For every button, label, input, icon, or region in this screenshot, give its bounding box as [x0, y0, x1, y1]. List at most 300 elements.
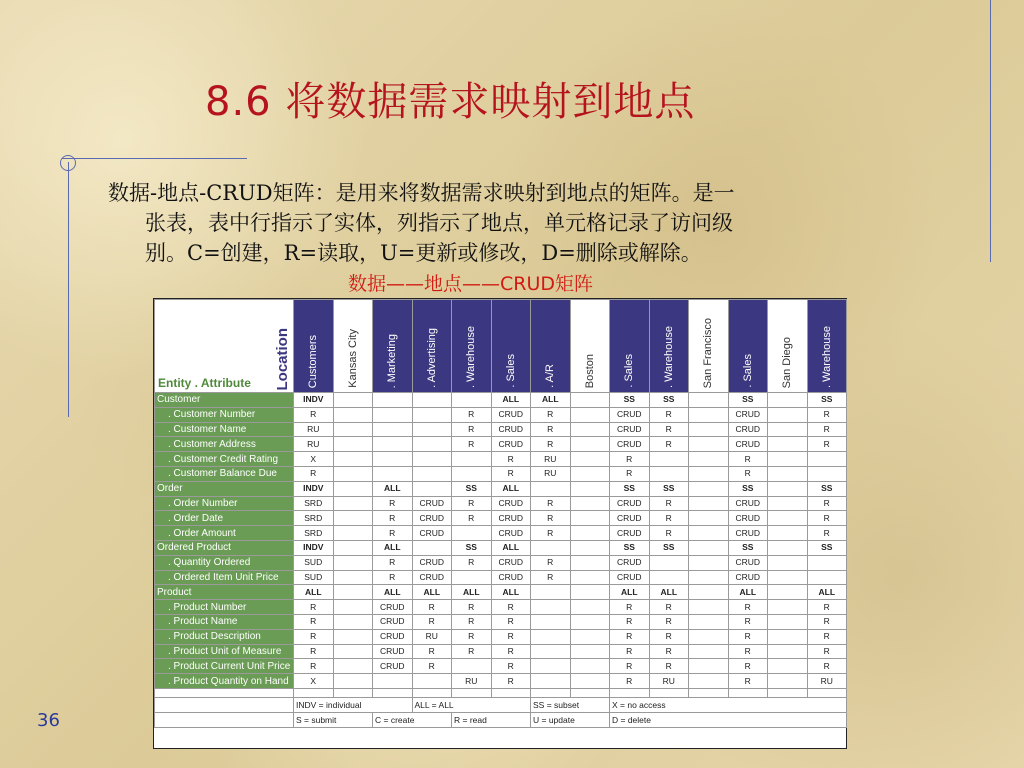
- matrix-cell: R: [728, 600, 768, 615]
- matrix-cell: [570, 466, 610, 481]
- blank-cell: [373, 688, 413, 697]
- matrix-cell: CRUD: [412, 570, 452, 585]
- blank-cell: [728, 688, 768, 697]
- matrix-cell: R: [649, 526, 689, 541]
- row-label: . Ordered Item Unit Price: [155, 570, 294, 585]
- matrix-cell: R: [610, 659, 650, 674]
- matrix-cell: R: [491, 466, 531, 481]
- column-header: [373, 300, 413, 393]
- matrix-cell: R: [807, 407, 847, 422]
- matrix-cell: X: [294, 452, 334, 467]
- matrix-cell: ALL: [610, 585, 650, 600]
- matrix-cell: [768, 526, 808, 541]
- matrix-cell: SS: [728, 393, 768, 408]
- matrix-cell: R: [610, 614, 650, 629]
- row-label: . Product Number: [155, 600, 294, 615]
- matrix-cell: R: [531, 526, 571, 541]
- matrix-cell: R: [491, 600, 531, 615]
- matrix-cell: [570, 585, 610, 600]
- matrix-cell: [649, 570, 689, 585]
- matrix-cell: CRUD: [728, 437, 768, 452]
- matrix-cell: [531, 585, 571, 600]
- matrix-cell: SRD: [294, 526, 334, 541]
- legend-entry: INDV = individual: [294, 697, 413, 712]
- matrix-cell: [689, 511, 729, 526]
- matrix-cell: ALL: [491, 540, 531, 555]
- matrix-cell: R: [294, 644, 334, 659]
- matrix-cell: INDV: [294, 393, 334, 408]
- matrix-cell: [807, 452, 847, 467]
- column-header: [807, 300, 847, 393]
- blank-cell: [570, 688, 610, 697]
- matrix-cell: SRD: [294, 511, 334, 526]
- matrix-cell: R: [412, 644, 452, 659]
- blank-cell: [491, 688, 531, 697]
- table-row: [155, 466, 847, 481]
- matrix-cell: R: [649, 422, 689, 437]
- matrix-cell: [570, 481, 610, 496]
- matrix-cell: [768, 511, 808, 526]
- matrix-cell: CRUD: [610, 422, 650, 437]
- matrix-cell: R: [531, 555, 571, 570]
- matrix-cell: R: [452, 614, 492, 629]
- matrix-cell: SUD: [294, 570, 334, 585]
- table-row: [155, 422, 847, 437]
- matrix-cell: R: [294, 629, 334, 644]
- matrix-cell: [531, 614, 571, 629]
- matrix-cell: R: [491, 452, 531, 467]
- column-header-label: Kansas City: [346, 329, 359, 388]
- matrix-cell: R: [412, 659, 452, 674]
- matrix-cell: [689, 614, 729, 629]
- matrix-cell: R: [807, 600, 847, 615]
- matrix-cell: R: [807, 614, 847, 629]
- matrix-cell: R: [728, 644, 768, 659]
- matrix-cell: [689, 540, 729, 555]
- table-row: [155, 496, 847, 511]
- column-header-label: . A/R: [544, 364, 557, 388]
- matrix-cell: [373, 422, 413, 437]
- matrix-cell: [333, 585, 373, 600]
- matrix-cell: [689, 674, 729, 689]
- matrix-cell: R: [649, 659, 689, 674]
- matrix-cell: R: [491, 614, 531, 629]
- matrix-cell: ALL: [373, 585, 413, 600]
- matrix-cell: [768, 466, 808, 481]
- matrix-cell: R: [728, 659, 768, 674]
- matrix-cell: R: [531, 511, 571, 526]
- matrix-cell: SS: [610, 540, 650, 555]
- matrix-cell: [768, 585, 808, 600]
- matrix-cell: [531, 644, 571, 659]
- matrix-cell: [333, 422, 373, 437]
- matrix-cell: [768, 674, 808, 689]
- matrix-cell: [452, 393, 492, 408]
- matrix-cell: CRUD: [728, 407, 768, 422]
- matrix-cell: ALL: [412, 585, 452, 600]
- matrix-cell: R: [610, 452, 650, 467]
- row-label: . Customer Balance Due: [155, 466, 294, 481]
- matrix-cell: [768, 422, 808, 437]
- table-row: [155, 570, 847, 585]
- matrix-cell: SS: [452, 481, 492, 496]
- matrix-cell: R: [452, 437, 492, 452]
- spacer-row: [155, 688, 847, 697]
- legend-entry: S = submit: [294, 712, 373, 727]
- matrix-cell: [649, 555, 689, 570]
- matrix-cell: CRUD: [491, 511, 531, 526]
- matrix-cell: SS: [649, 481, 689, 496]
- matrix-cell: [768, 437, 808, 452]
- matrix-cell: R: [649, 614, 689, 629]
- table-row: [155, 674, 847, 689]
- blank-cell: [768, 688, 808, 697]
- matrix-cell: [570, 437, 610, 452]
- slide-body: [108, 178, 948, 268]
- column-header: [452, 300, 492, 393]
- matrix-cell: [689, 481, 729, 496]
- table-row: [155, 585, 847, 600]
- matrix-cell: R: [807, 659, 847, 674]
- matrix-cell: R: [728, 452, 768, 467]
- blank-cell: [294, 688, 334, 697]
- matrix-cell: CRUD: [728, 570, 768, 585]
- matrix-cell: [768, 407, 808, 422]
- matrix-cell: CRUD: [728, 555, 768, 570]
- column-header: [570, 300, 610, 393]
- matrix-cell: ALL: [531, 393, 571, 408]
- matrix-caption: 数据——地点——CRUD矩阵: [348, 273, 594, 295]
- matrix-cell: RU: [649, 674, 689, 689]
- matrix-cell: RU: [452, 674, 492, 689]
- column-header: [491, 300, 531, 393]
- slide-title: 8.6 将数据需求映射到地点: [205, 79, 696, 125]
- matrix-cell: [531, 481, 571, 496]
- matrix-cell: [570, 629, 610, 644]
- column-header: [689, 300, 729, 393]
- matrix-cell: R: [728, 629, 768, 644]
- table-row: [155, 526, 847, 541]
- body-line-1: 数据-地点-CRUD矩阵：是用来将数据需求映射到地点的矩阵。是一: [108, 181, 735, 205]
- matrix-cell: R: [373, 570, 413, 585]
- matrix-cell: R: [491, 644, 531, 659]
- matrix-cell: [333, 614, 373, 629]
- matrix-cell: [531, 659, 571, 674]
- matrix-cell: R: [807, 644, 847, 659]
- matrix-cell: RU: [531, 452, 571, 467]
- matrix-cell: [689, 466, 729, 481]
- page-number: 36: [37, 710, 60, 731]
- decorative-loop: [60, 155, 76, 171]
- column-header-label: . Warehouse: [820, 326, 833, 388]
- column-header-label: . Warehouse: [662, 326, 675, 388]
- matrix-cell: [807, 570, 847, 585]
- column-header: [610, 300, 650, 393]
- legend-row: [155, 697, 847, 712]
- matrix-cell: [768, 629, 808, 644]
- table-row: [155, 600, 847, 615]
- column-header: [531, 300, 571, 393]
- body-line-3: 别。C=创建，R=读取，U=更新或修改，D=删除或解除。: [145, 241, 702, 265]
- column-header-label: . Sales: [623, 354, 636, 388]
- matrix-cell: [570, 570, 610, 585]
- matrix-cell: [373, 407, 413, 422]
- matrix-cell: [412, 466, 452, 481]
- entity-attribute-label: Entity . Attribute: [158, 376, 251, 390]
- legend-blank: [155, 697, 294, 712]
- matrix-cell: ALL: [491, 481, 531, 496]
- matrix-cell: [333, 526, 373, 541]
- legend-entry: SS = subset: [531, 697, 610, 712]
- matrix-cell: [452, 659, 492, 674]
- matrix-cell: CRUD: [373, 659, 413, 674]
- matrix-cell: R: [452, 496, 492, 511]
- matrix-cell: CRUD: [610, 570, 650, 585]
- matrix-cell: SS: [728, 540, 768, 555]
- matrix-cell: CRUD: [610, 555, 650, 570]
- matrix-cell: CRUD: [412, 526, 452, 541]
- matrix-cell: [689, 600, 729, 615]
- matrix-cell: R: [807, 526, 847, 541]
- matrix-cell: R: [373, 496, 413, 511]
- matrix-cell: [768, 393, 808, 408]
- matrix-cell: [649, 466, 689, 481]
- blank-cell: [155, 688, 294, 697]
- matrix-cell: R: [452, 629, 492, 644]
- matrix-cell: [412, 481, 452, 496]
- matrix-cell: ALL: [807, 585, 847, 600]
- matrix-cell: [570, 422, 610, 437]
- matrix-cell: [412, 393, 452, 408]
- matrix-cell: R: [807, 511, 847, 526]
- matrix-cell: R: [452, 511, 492, 526]
- column-header-label: San Diego: [781, 336, 794, 388]
- legend-entry: X = no access: [610, 697, 847, 712]
- matrix-cell: [689, 526, 729, 541]
- matrix-cell: [689, 393, 729, 408]
- matrix-cell: [333, 466, 373, 481]
- legend-blank: [155, 712, 294, 727]
- matrix-cell: R: [649, 600, 689, 615]
- matrix-cell: CRUD: [373, 644, 413, 659]
- matrix-cell: SS: [807, 393, 847, 408]
- matrix-cell: [412, 540, 452, 555]
- table-row: [155, 407, 847, 422]
- matrix-cell: [768, 644, 808, 659]
- matrix-cell: R: [807, 437, 847, 452]
- matrix-cell: [570, 659, 610, 674]
- matrix-cell: [768, 600, 808, 615]
- matrix-cell: CRUD: [491, 555, 531, 570]
- blank-cell: [333, 688, 373, 697]
- matrix-cell: ALL: [373, 540, 413, 555]
- matrix-cell: [570, 674, 610, 689]
- row-label: . Order Date: [155, 511, 294, 526]
- column-header: [412, 300, 452, 393]
- matrix-cell: [689, 437, 729, 452]
- decorative-vertical-line: [990, 0, 991, 262]
- matrix-cell: [531, 674, 571, 689]
- blank-cell: [531, 688, 571, 697]
- matrix-cell: RU: [412, 629, 452, 644]
- matrix-cell: [649, 452, 689, 467]
- table-row: [155, 481, 847, 496]
- matrix-cell: CRUD: [373, 614, 413, 629]
- matrix-cell: R: [649, 629, 689, 644]
- matrix-cell: [570, 540, 610, 555]
- matrix-cell: R: [294, 466, 334, 481]
- blank-cell: [412, 688, 452, 697]
- matrix-cell: [570, 511, 610, 526]
- column-header: [728, 300, 768, 393]
- row-label: . Customer Address: [155, 437, 294, 452]
- column-header-label: . Marketing: [386, 333, 399, 388]
- matrix-cell: [570, 526, 610, 541]
- matrix-cell: CRUD: [412, 511, 452, 526]
- decorative-left-line: [68, 162, 69, 417]
- matrix-cell: R: [294, 407, 334, 422]
- legend-entry: ALL = ALL: [412, 697, 531, 712]
- matrix-cell: R: [610, 466, 650, 481]
- matrix-cell: R: [491, 674, 531, 689]
- matrix-cell: R: [728, 466, 768, 481]
- row-label: . Quantity Ordered: [155, 555, 294, 570]
- matrix-cell: R: [491, 629, 531, 644]
- matrix-cell: [452, 526, 492, 541]
- row-label: . Product Quantity on Hand: [155, 674, 294, 689]
- column-header: [649, 300, 689, 393]
- column-header-label: . Advertising: [425, 328, 438, 388]
- matrix-cell: [333, 437, 373, 452]
- legend-entry: R = read: [452, 712, 531, 727]
- corner-cell: [155, 300, 294, 393]
- matrix-cell: SUD: [294, 555, 334, 570]
- matrix-cell: RU: [807, 674, 847, 689]
- matrix-cell: SS: [649, 540, 689, 555]
- matrix-cell: [768, 570, 808, 585]
- row-label: . Customer Name: [155, 422, 294, 437]
- matrix-cell: CRUD: [373, 600, 413, 615]
- matrix-cell: R: [531, 422, 571, 437]
- matrix-cell: R: [649, 496, 689, 511]
- matrix-cell: [768, 555, 808, 570]
- matrix-cell: CRUD: [373, 629, 413, 644]
- column-header: [333, 300, 373, 393]
- matrix-cell: RU: [294, 437, 334, 452]
- matrix-cell: R: [610, 644, 650, 659]
- matrix-cell: SS: [728, 481, 768, 496]
- matrix-cell: [768, 496, 808, 511]
- matrix-cell: [689, 555, 729, 570]
- matrix-cell: [333, 629, 373, 644]
- matrix-cell: R: [610, 674, 650, 689]
- matrix-cell: CRUD: [491, 422, 531, 437]
- row-label: . Order Number: [155, 496, 294, 511]
- matrix-cell: [531, 540, 571, 555]
- matrix-cell: [570, 614, 610, 629]
- matrix-cell: X: [294, 674, 334, 689]
- matrix-cell: CRUD: [610, 511, 650, 526]
- matrix-cell: [373, 452, 413, 467]
- matrix-cell: [689, 644, 729, 659]
- matrix-cell: [333, 481, 373, 496]
- table-row: [155, 393, 847, 408]
- matrix-cell: R: [294, 659, 334, 674]
- table-row: [155, 511, 847, 526]
- header-row: [155, 300, 847, 393]
- matrix-cell: [570, 644, 610, 659]
- matrix-cell: [570, 600, 610, 615]
- matrix-cell: [689, 585, 729, 600]
- matrix-cell: CRUD: [491, 496, 531, 511]
- matrix-cell: R: [649, 407, 689, 422]
- matrix-cell: CRUD: [728, 526, 768, 541]
- column-header-label: . Warehouse: [465, 326, 478, 388]
- matrix-cell: [570, 407, 610, 422]
- matrix-cell: [570, 452, 610, 467]
- column-header-label: . Sales: [504, 354, 517, 388]
- row-label: Customer: [155, 393, 294, 408]
- matrix-cell: [373, 437, 413, 452]
- matrix-cell: R: [649, 437, 689, 452]
- matrix-cell: R: [491, 659, 531, 674]
- matrix-cell: R: [610, 600, 650, 615]
- matrix-cell: [531, 629, 571, 644]
- blank-cell: [807, 688, 847, 697]
- matrix-cell: ALL: [373, 481, 413, 496]
- table-row: [155, 644, 847, 659]
- matrix-cell: [333, 407, 373, 422]
- matrix-cell: SS: [649, 393, 689, 408]
- location-label: Location: [274, 327, 291, 390]
- matrix-cell: R: [452, 407, 492, 422]
- blank-cell: [452, 688, 492, 697]
- table-row: [155, 555, 847, 570]
- matrix-cell: [333, 644, 373, 659]
- legend-row: [155, 712, 847, 727]
- matrix-cell: [333, 496, 373, 511]
- matrix-cell: [412, 422, 452, 437]
- matrix-cell: ALL: [728, 585, 768, 600]
- matrix-cell: R: [649, 644, 689, 659]
- matrix-cell: RU: [531, 466, 571, 481]
- row-label: . Customer Number: [155, 407, 294, 422]
- matrix-cell: R: [452, 644, 492, 659]
- crud-matrix: [153, 298, 847, 749]
- matrix-cell: [807, 466, 847, 481]
- matrix-cell: [768, 481, 808, 496]
- matrix-cell: R: [531, 407, 571, 422]
- row-label: . Product Description: [155, 629, 294, 644]
- column-header-label: Customers: [307, 334, 320, 388]
- matrix-cell: [570, 496, 610, 511]
- matrix-cell: [373, 393, 413, 408]
- table-row: [155, 629, 847, 644]
- matrix-cell: [452, 466, 492, 481]
- matrix-cell: R: [807, 422, 847, 437]
- matrix-cell: CRUD: [412, 555, 452, 570]
- matrix-cell: CRUD: [491, 570, 531, 585]
- matrix-cell: SS: [610, 393, 650, 408]
- matrix-cell: CRUD: [728, 496, 768, 511]
- matrix-cell: R: [294, 600, 334, 615]
- row-label: Product: [155, 585, 294, 600]
- matrix-cell: [333, 393, 373, 408]
- column-header-label: Boston: [583, 353, 596, 388]
- matrix-cell: [333, 452, 373, 467]
- blank-cell: [610, 688, 650, 697]
- matrix-cell: CRUD: [610, 526, 650, 541]
